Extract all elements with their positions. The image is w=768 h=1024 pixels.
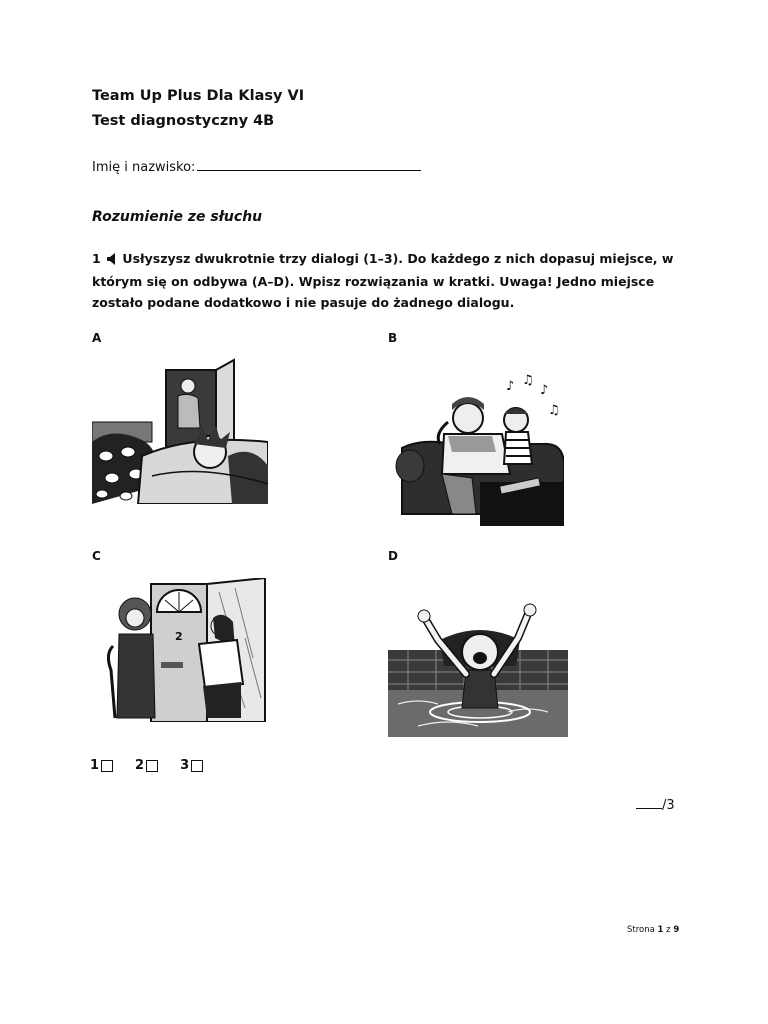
answer-3-label: 3 — [180, 758, 190, 773]
picture-c-front-door — [95, 578, 267, 722]
svg-text:♪: ♪ — [540, 383, 549, 398]
task-instruction — [92, 248, 692, 313]
document-title: Team Up Plus Dla Klasy VI — [92, 88, 305, 104]
svg-text:♫: ♫ — [522, 374, 534, 388]
picture-a-sleeping-boy — [92, 356, 268, 504]
answer-1[interactable] — [90, 758, 113, 773]
score-max: /3 — [662, 798, 675, 813]
answer-2-label: 2 — [135, 758, 145, 773]
picture-b-living-room — [392, 374, 564, 526]
answer-3[interactable] — [180, 758, 203, 773]
task-text: Usłyszysz dwukrotnie trzy dialogi (1–3). Do każdego z nich dopasuj miejsce, w którym się on odbywa (A–D). Wpisz rozwiązania w kratki. Uwaga! Jedno miejsce zostało podane dodatkowo i nie pasuje do żadnego dialogu. — [92, 251, 674, 310]
task-number: 1 — [92, 251, 101, 266]
score-blank[interactable] — [636, 798, 662, 809]
picture-d-letter: D — [388, 549, 398, 563]
document-subtitle: Test diagnostyczny 4B — [92, 113, 275, 129]
footer-sep: z — [666, 925, 671, 935]
answer-2[interactable] — [135, 758, 158, 773]
name-field[interactable] — [92, 158, 421, 175]
picture-b-letter: B — [388, 331, 398, 345]
page-footer — [627, 925, 679, 935]
score-field[interactable] — [636, 798, 675, 813]
picture-d-swimming-pool — [388, 600, 568, 737]
svg-text:♫: ♫ — [548, 403, 560, 418]
answer-3-checkbox[interactable] — [191, 760, 203, 772]
svg-text:2: 2 — [175, 630, 183, 643]
footer-page: 1 — [657, 925, 664, 935]
footer-total: 9 — [673, 925, 680, 935]
picture-a-letter: A — [92, 331, 102, 345]
section-title: Rozumienie ze słuchu — [92, 209, 263, 225]
speaker-icon — [107, 250, 116, 271]
answer-2-checkbox[interactable] — [146, 760, 158, 772]
answer-1-checkbox[interactable] — [101, 760, 113, 772]
footer-prefix: Strona — [627, 925, 655, 935]
answer-1-label: 1 — [90, 758, 100, 773]
answer-boxes — [90, 758, 203, 773]
name-field-blank[interactable] — [197, 158, 421, 171]
picture-c-letter: C — [92, 549, 101, 563]
svg-text:♪: ♪ — [506, 379, 515, 394]
name-field-label: Imię i nazwisko: — [92, 160, 196, 175]
